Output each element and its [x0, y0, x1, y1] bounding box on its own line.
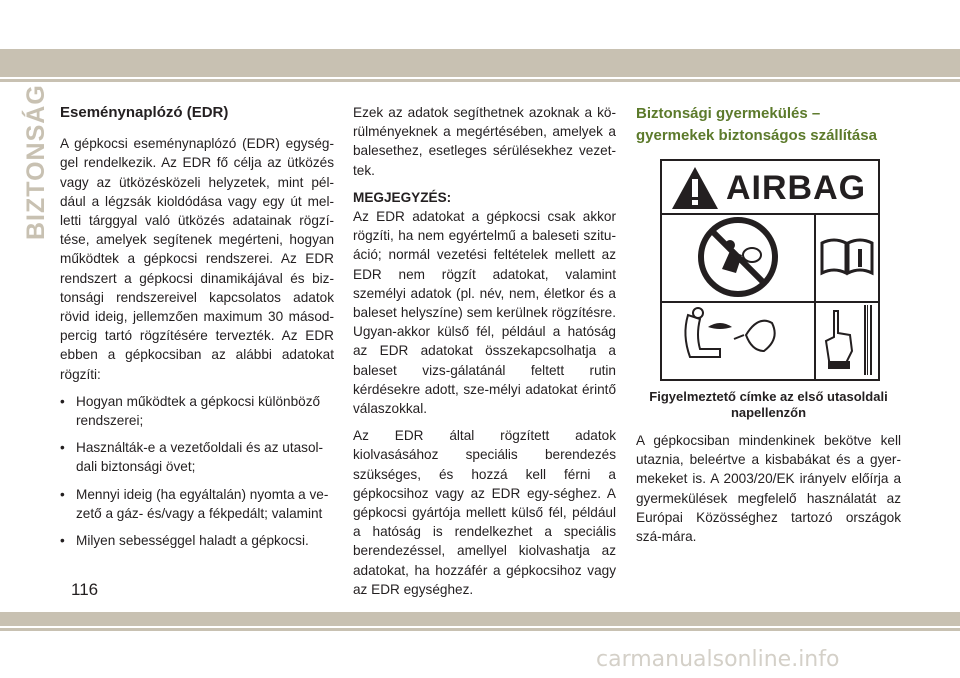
bottom-band	[0, 612, 960, 626]
column-child-seat	[636, 103, 901, 554]
edr-intro: A gépkocsi eseménynaplózó (EDR) egység-gel rendelkezik. Az EDR fő célja az ütközés vagy az ütközésközeli helyzetek, mint pél-dául a légzsák kioldódása vagy egy út mel-letti tárggyal való ütközés adatainak rögzí-tése, amelyek segítenek megérteni, hogyan működtek a gépkocsi rendszerei. Az EDR rendszert a gépkocsi dinamikájával és biz-tonsági rendszereivel kapcsolatos adatok rövid ideig, jellemzően maximum 30 másod-percig tartó rögzítésére tervezték. Az EDR ebben a gépkocsiban az alábbi adatokat rögzíti:	[60, 136, 334, 382]
list-item: • Mennyi ideig (ha egyáltalán) nyomta a ve-zető a gáz- és/vagy a fékpedált; valamint	[60, 485, 334, 523]
column-edr-continued	[353, 103, 616, 607]
column-edr	[60, 103, 334, 558]
label-caption: Figyelmeztető címke az első utasoldali napellenzőn	[649, 389, 888, 420]
list-item: • Milyen sebességgel haladt a gépkocsi.	[60, 531, 334, 550]
label-divider-horizontal	[662, 301, 878, 303]
note-block	[353, 188, 616, 418]
label-divider-vertical	[814, 213, 816, 379]
section-side-label: BIZTONSÁG	[22, 84, 50, 240]
edr-list	[60, 392, 334, 550]
warning-triangle-icon	[670, 165, 720, 211]
no-rear-facing-seat-icon	[696, 215, 780, 299]
page-number: 116	[71, 580, 99, 599]
note-body: Az EDR adatokat a gépkocsi csak akkor rögzíti, ha nem egyértelmű a baleseti szitu-áció; normál vezetési feltételek mellett az EDR nem rögzít adatokat, valamint személyi adatok (pl. név, nem, életkor és a baleset helyszíne) sem kerülnek rögzítésre. Ugyan-akkor külső fél, például a hatóság az EDR adatokat összekapcsolhatja a baleset vizs-gálatánál feltett rutin kérdésekre adott, sze-mélyi adatokat érintő válaszokkal.	[353, 209, 616, 417]
label-airbag-text: AIRBAG	[726, 169, 867, 207]
watermark: carmanualsonline.info	[596, 647, 840, 672]
bottom-rule	[0, 628, 960, 631]
edr-para-1: Ezek az adatok segíthetnek azoknak a kö-rülményeknek a megértésében, amelyek a balesethez, esetleges sérülésekhez vezet-tek.	[353, 105, 616, 178]
edr-heading: Eseménynaplózó (EDR)	[60, 104, 229, 121]
list-item: • Hogyan működtek a gépkocsi különböző rendszerei;	[60, 392, 334, 430]
seat-airbag-deploy-icon	[668, 305, 808, 375]
manual-book-icon	[820, 237, 874, 277]
child-seat-para: A gépkocsiban mindenkinek bekötve kell utaznia, beleértve a kisbabákat és a gyer-mekeket is. A 2003/20/EK irányelv előírja a gyermekülések megfelelő használatát az Európai Közösséghez tartozó országok szá-mára.	[636, 433, 901, 545]
hand-pointing-icon	[822, 307, 862, 373]
note-heading: MEGJEGYZÉS:	[353, 189, 452, 205]
top-rule	[0, 79, 960, 82]
list-item: • Használták-e a vezetőoldali és az utasol-dali biztonsági övet;	[60, 438, 334, 476]
top-band	[0, 49, 960, 77]
child-seat-heading: Biztonsági gyermekülés – gyermekek biztonságos szállítása	[636, 105, 877, 144]
edr-para-2: Az EDR által rögzített adatok kiolvasásához speciális berendezés szükséges, és hozzá kell férni a gépkocsihoz vagy az EDR egy-séghez. A gépkocsi gyártója mellett külső fél, például a hatóság is rendelkezhet a speciális berendezéssel, amellyel kiolvashatja az adatokat, ha hozzáfér a gépkocsihoz vagy az EDR egységhez.	[353, 428, 616, 597]
label-header	[662, 161, 878, 215]
barcode-icon	[864, 305, 874, 375]
airbag-warning-label	[660, 159, 880, 381]
